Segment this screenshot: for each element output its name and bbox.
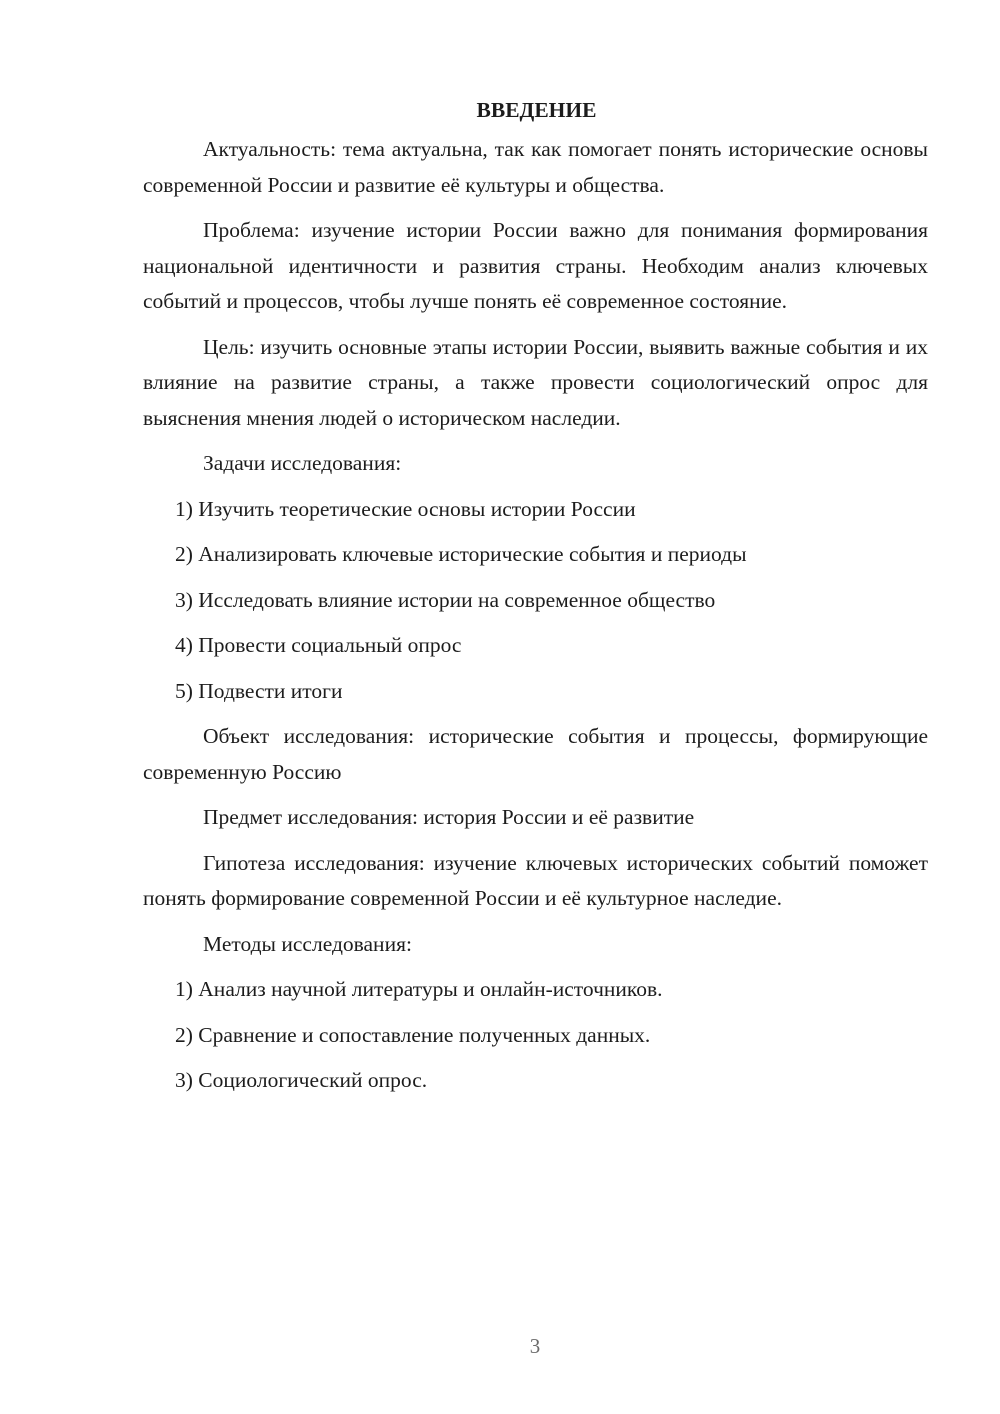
task-item: 3) Исследовать влияние истории на современное общество: [175, 587, 716, 612]
hypothesis-paragraph: Гипотеза исследования: изучение ключевых исторических событий поможет понять формирование современной России и её культурное наследие.: [143, 850, 928, 910]
task-item: 5) Подвести итоги: [175, 678, 343, 703]
goal-paragraph: Цель: изучить основные этапы истории России, выявить важные события и их влияние на развитие страны, а также провести социологический опрос для выяснения мнения людей о историческом наследии.: [143, 334, 928, 430]
task-item: 2) Анализировать ключевые исторические события и периоды: [175, 542, 747, 566]
task-item: 1) Изучить теоретические основы истории России: [175, 496, 636, 521]
page-content: [143, 90, 928, 1109]
methods-list: [143, 972, 928, 1099]
method-item: 2) Сравнение и сопоставление полученных данных.: [175, 1022, 651, 1047]
object-paragraph: Объект исследования: исторические события и процессы, формирующие современную Россию: [143, 724, 928, 784]
relevance-paragraph: Актуальность: тема актуальна, так как помогает понять исторические основы современной России и развитие её культуры и общества.: [143, 137, 928, 197]
subject-paragraph: Предмет исследования: история России и её развитие: [203, 805, 695, 829]
problem-paragraph: Проблема: изучение истории России важно для понимания формирования национальной идентичности и развития страны. Необходим анализ ключевых событий и процессов, чтобы лучше понять её современное состояние.: [143, 218, 928, 313]
method-item: 1) Анализ научной литературы и онлайн-источников.: [175, 977, 663, 1001]
tasks-heading: Задачи исследования:: [203, 451, 402, 475]
method-item: 3) Социологический опрос.: [175, 1068, 428, 1092]
methods-heading: Методы исследования:: [203, 931, 412, 956]
page-title: ВВЕДЕНИЕ: [476, 98, 597, 122]
tasks-list: [143, 492, 928, 710]
page-number: 3: [529, 1334, 541, 1358]
task-item: 4) Провести социальный опрос: [175, 633, 462, 657]
